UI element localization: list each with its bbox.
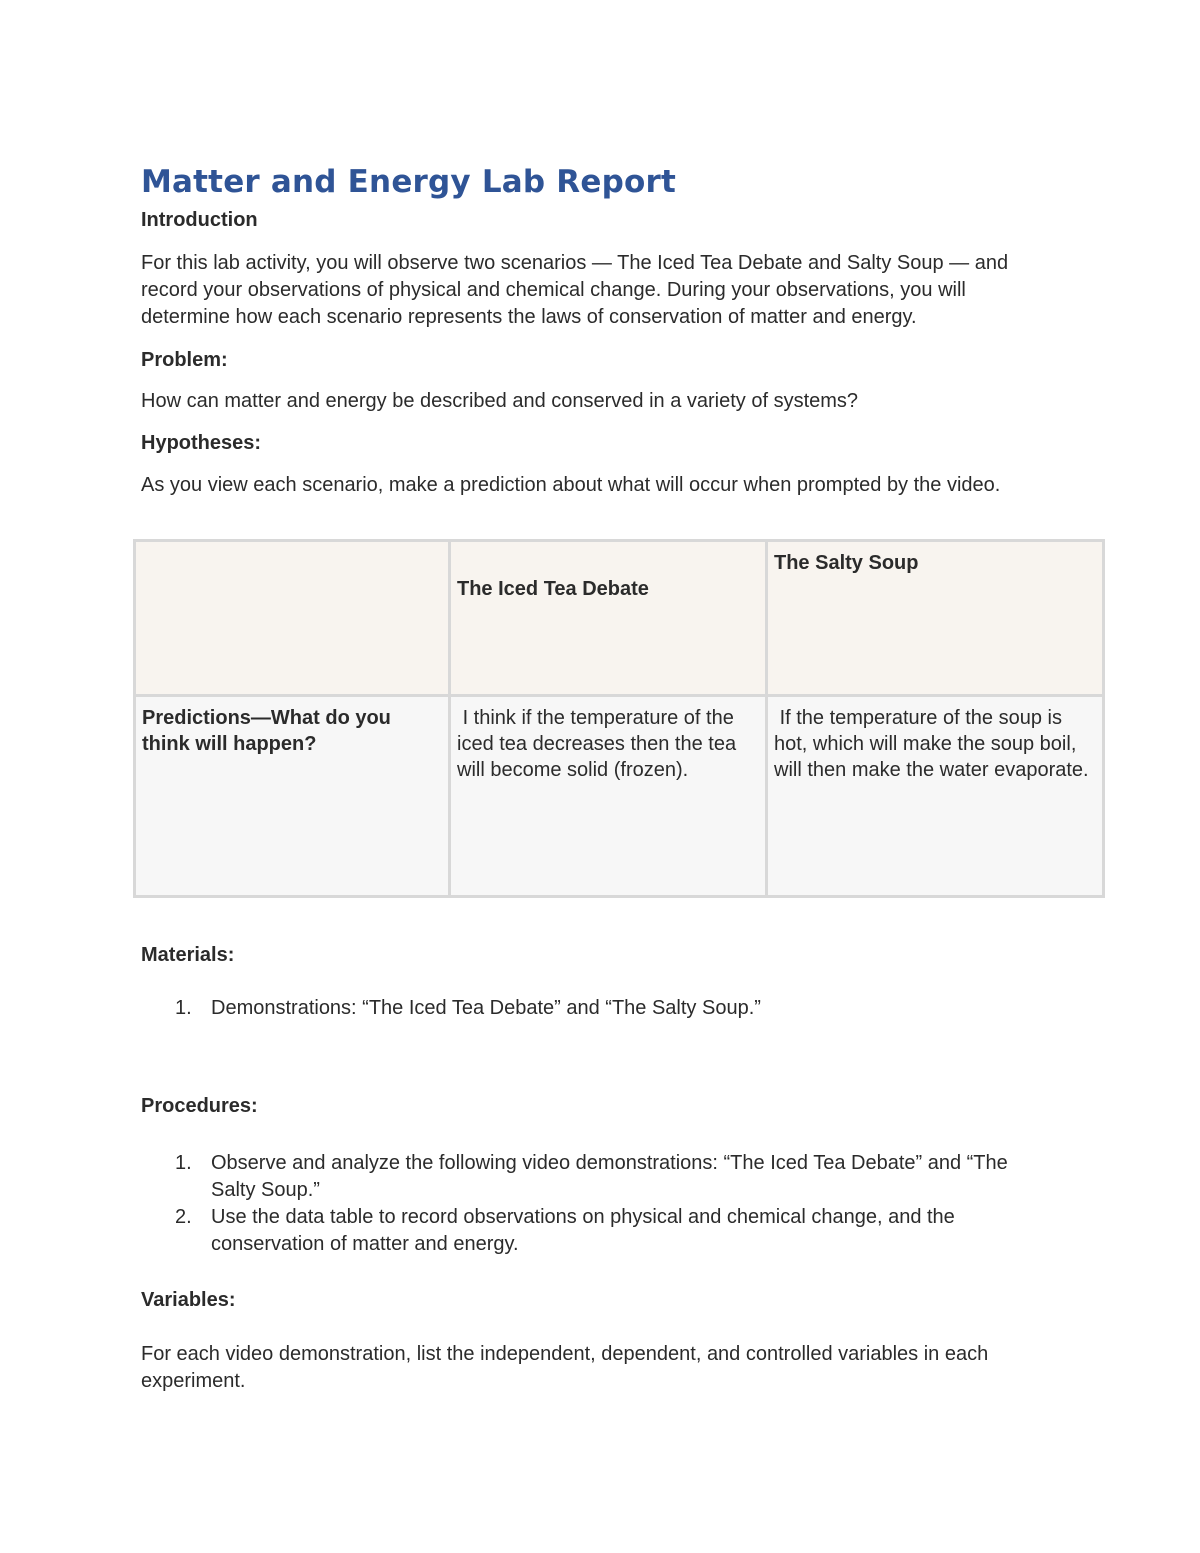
materials-list [141, 995, 1056, 1022]
iced-tea-prediction-cell[interactable] [450, 696, 767, 897]
table-header-row [135, 541, 1104, 696]
page-title: Matter and Energy Lab Report [141, 164, 676, 200]
table-header-iced-tea: The Iced Tea Debate [457, 578, 649, 600]
predictions-label: Predictions—What do you think will happen? [142, 707, 391, 755]
table-header-iced-tea-cell [450, 541, 767, 696]
list-item-number: 1. [175, 997, 192, 1019]
materials-heading: Materials: [141, 944, 235, 966]
list-item [141, 1204, 1056, 1258]
table-header-salty-soup: The Salty Soup [774, 552, 919, 574]
list-item-text: Demonstrations: “The Iced Tea Debate” and “The Salty Soup.” [211, 997, 761, 1019]
variables-heading: Variables: [141, 1289, 236, 1311]
predictions-table [133, 539, 1105, 898]
salty-soup-prediction-cell[interactable] [767, 696, 1104, 897]
hypotheses-heading: Hypotheses: [141, 432, 262, 454]
table-header-salty-soup-cell [767, 541, 1104, 696]
procedures-heading: Procedures: [141, 1095, 258, 1117]
list-item-text: Use the data table to record observations on physical and chemical change, and the conservation of matter and energy. [211, 1206, 955, 1255]
problem-text: How can matter and energy be described and conserved in a variety of systems? [141, 390, 859, 412]
list-item-text: Observe and analyze the following video demonstrations: “The Iced Tea Debate” and “The Salty Soup.” [211, 1152, 1008, 1201]
variables-text: For each video demonstration, list the independent, dependent, and controlled variables in each experiment. [141, 1343, 989, 1392]
introduction-heading: Introduction [141, 209, 258, 231]
list-item-number: 2. [175, 1206, 192, 1228]
list-item [141, 1150, 1056, 1204]
introduction-text: For this lab activity, you will observe two scenarios — The Iced Tea Debate and Salty Soup — and record your observations of physical and chemical change. During your observations, you will determine how each scenario represents the laws of conservation of matter and energy. [141, 252, 1009, 328]
table-header-empty-cell [135, 541, 450, 696]
problem-heading: Problem: [141, 349, 228, 371]
hypotheses-text: As you view each scenario, make a prediction about what will occur when prompted by the video. [141, 474, 1001, 496]
table-row [135, 696, 1104, 897]
list-item [141, 995, 1056, 1022]
procedures-list [141, 1150, 1056, 1258]
iced-tea-prediction[interactable]: I think if the temperature of the iced tea decreases then the tea will become solid (frozen). [457, 707, 742, 781]
predictions-label-cell [135, 696, 450, 897]
salty-soup-prediction[interactable]: If the temperature of the soup is hot, which will make the soup boil, will then make the water evaporate. [774, 707, 1089, 781]
list-item-number: 1. [175, 1152, 192, 1174]
table-header-empty [136, 542, 448, 558]
